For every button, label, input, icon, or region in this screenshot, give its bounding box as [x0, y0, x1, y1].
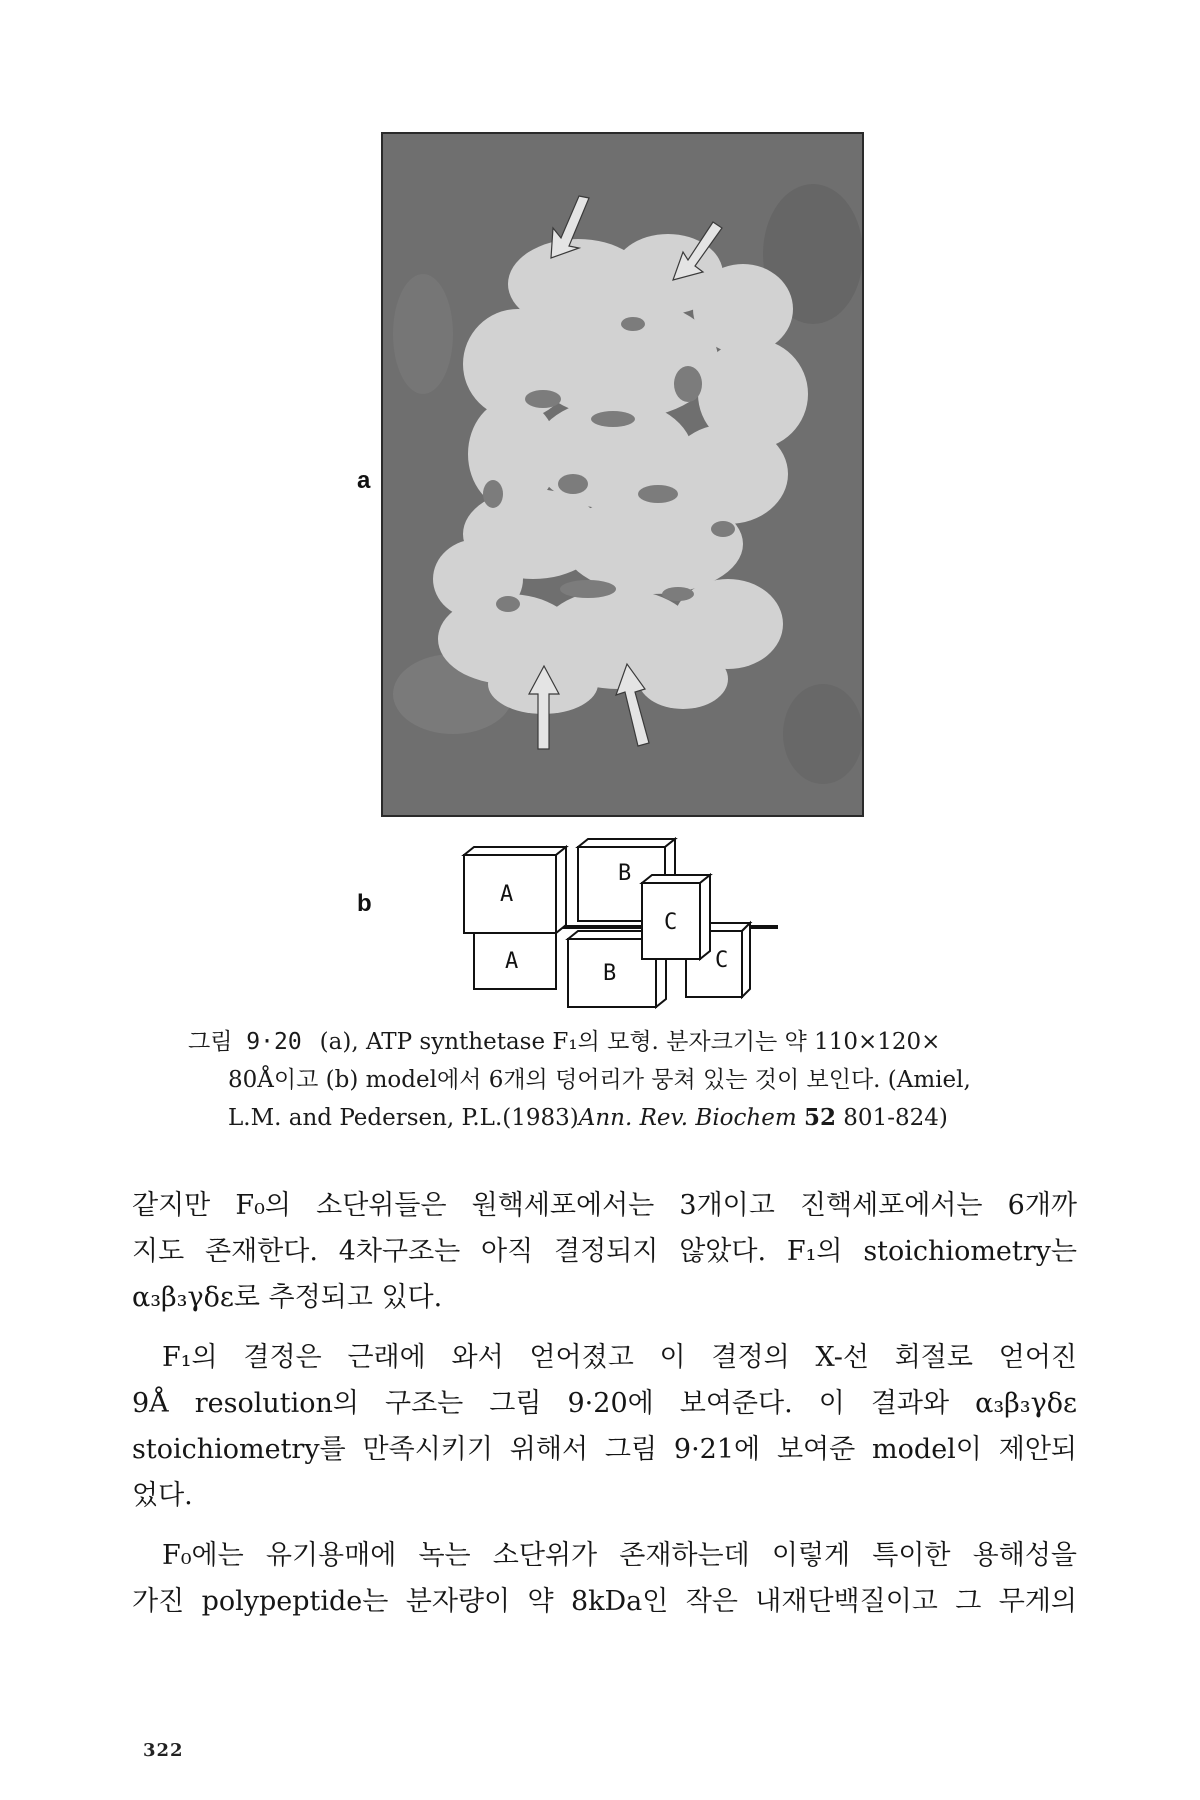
body-line-8: F₀에는 유기용매에 녹는 소단위가 존재하는데 이렇게 특이한 용해성을 [162, 1540, 1077, 1571]
caption-volume: 52 [803, 1104, 836, 1131]
caption-text-1: (a), ATP synthetase F₁의 모형. 분자크기는 약 110×120× [319, 1029, 941, 1055]
f1-model-diagram [460, 835, 790, 1010]
body-text [132, 1183, 1077, 1625]
caption-line-3 [188, 1099, 1048, 1137]
page-number: 322 [143, 1740, 184, 1761]
body-line-2: 지도 존재한다. 4차구조는 아직 결정되지 않았다. F₁의 stoichiometry는 [132, 1236, 1077, 1267]
caption-label: 그림 9·20 [188, 1029, 302, 1055]
block-c-bottom-label: C [715, 948, 729, 973]
body-line-9: 가진 polypeptide는 분자량이 약 8kDa인 작은 내재단백질이고 그 무게의 [132, 1586, 1077, 1617]
body-line-6: stoichiometry를 만족시키기 위해서 그림 9·21에 보여준 model이 제안되 [132, 1434, 1077, 1465]
block-b-bottom-label: B [603, 961, 617, 986]
block-a-bottom-label: A [505, 949, 519, 974]
caption-line-2: 80Å이고 (b) model에서 6개의 덩어리가 뭉쳐 있는 것이 보인다. (Amiel, [228, 1067, 971, 1093]
block-b-top-label: B [618, 861, 632, 886]
body-line-5: 9Å resolution의 구조는 그림 9·20에 보여준다. 이 결과와 α₃β₃γδε [132, 1388, 1077, 1419]
figure-caption [188, 1023, 1048, 1137]
body-line-4: F₁의 결정은 근래에 와서 얻어졌고 이 결정의 X-선 회절로 얻어진 [162, 1342, 1077, 1373]
body-line-3: α₃β₃γδε로 추정되고 있다. [132, 1282, 443, 1313]
body-line-1: 같지만 F₀의 소단위들은 원핵세포에서는 3개이고 진핵세포에서는 6개까 [132, 1190, 1077, 1221]
block-c-top [642, 875, 710, 959]
block-a-top [464, 847, 566, 933]
panel-b-label: b [357, 890, 372, 917]
panel-a-label: a [357, 467, 371, 494]
caption-line-1 [188, 1023, 1048, 1061]
block-c-top-label: C [664, 910, 678, 935]
caption-citation-authors: L.M. and Pedersen, P.L.(1983) [228, 1105, 579, 1131]
block-a-bottom [474, 931, 556, 989]
caption-journal: Ann. Rev. Biochem [578, 1105, 797, 1131]
body-line-7: 었다. [132, 1480, 193, 1511]
electron-micrograph [381, 132, 864, 817]
caption-pages: 801-824) [843, 1105, 948, 1131]
block-a-top-label: A [500, 882, 514, 907]
